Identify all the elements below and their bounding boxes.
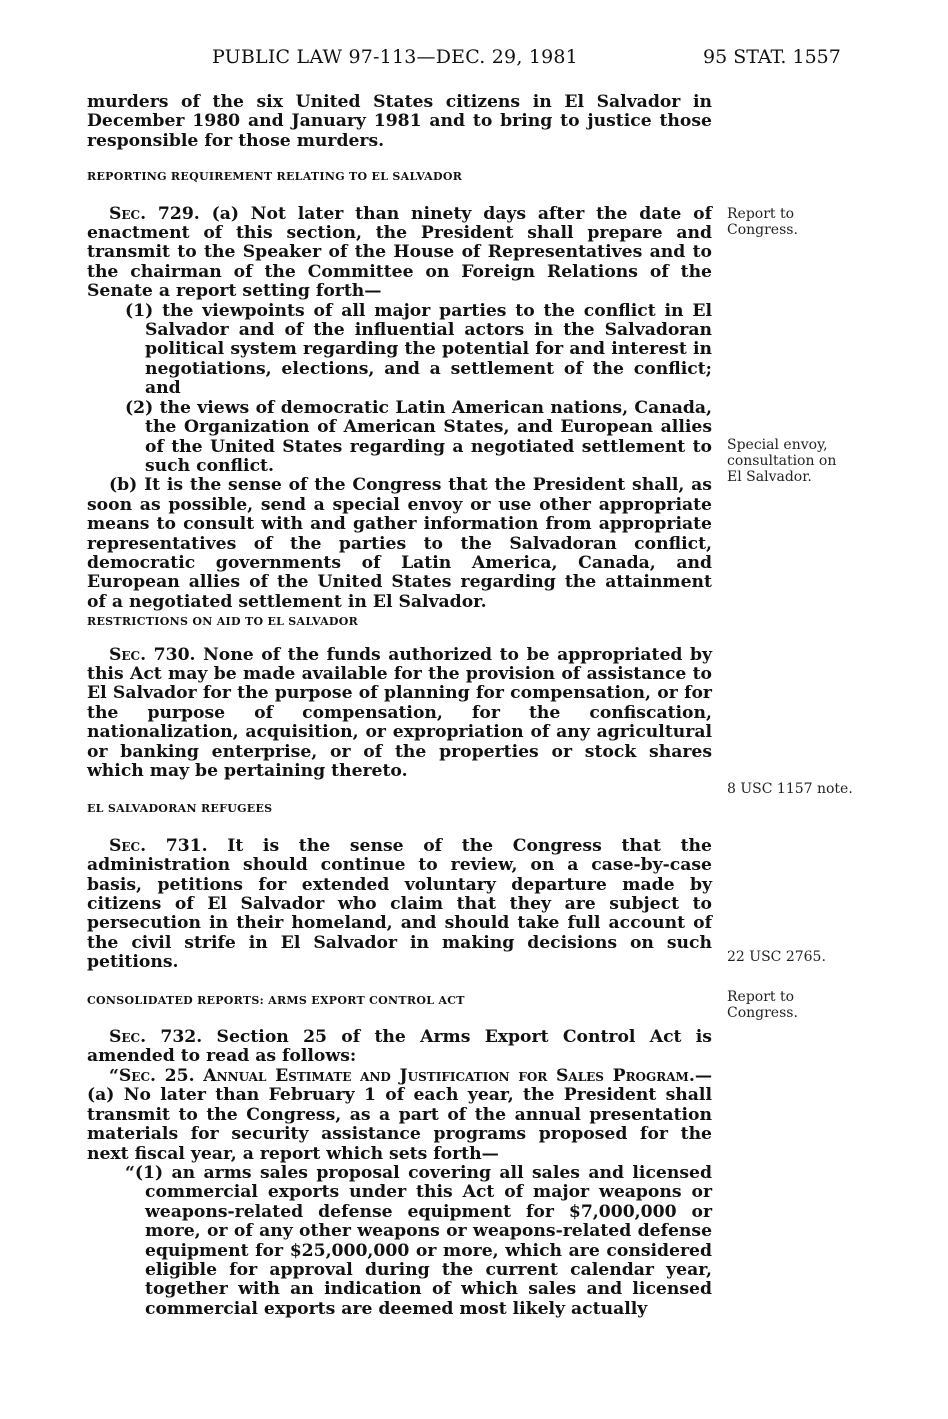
page-header-title: PUBLIC LAW 97-113—DEC. 29, 1981	[212, 46, 578, 68]
sec-25-number: 25.	[155, 1065, 204, 1086]
paragraph-sec-731	[87, 837, 712, 973]
heading-sec-730: RESTRICTIONS ON AID TO EL SALVADOR	[87, 615, 359, 629]
margin-note-usc-2765: 22 USC 2765.	[727, 949, 826, 965]
item-729-1: (1) the viewpoints of all major parties to the conflict in El Salvador and of the influential actors in the Salvadoran political system regarding the potential for and interest in negotiations, elections, and a settlement of the conflict; and	[125, 300, 712, 399]
margin-note-special-envoy: Special envoy, consultation on El Salvador.	[727, 437, 837, 485]
paragraph-sec-729	[87, 205, 712, 302]
paragraph-sec-730	[87, 646, 712, 782]
item-729-2: (2) the views of democratic Latin American nations, Canada, the Organization of American States, and European allies of the United States regarding a negotiated settlement to such conflict.	[125, 397, 712, 476]
sec-label: Sec.	[109, 1027, 147, 1048]
paragraph-murders: murders of the six United States citizens in El Salvador in December 1980 and January 1981 and to bring to justice those responsible for those murders.	[87, 92, 712, 151]
margin-note-report: Report to Congress.	[727, 206, 798, 238]
sec-25-label: Sec.	[118, 1065, 156, 1086]
sec-25-text: —(a) No later than February 1 of each year, the President shall transmit to the Congress, as a part of the annual presentation materials for security assistance programs proposed for the next fiscal year, a report which sets forth—	[87, 1065, 712, 1164]
margin-note-usc-1157: 8 USC 1157 note.	[727, 781, 853, 797]
margin-note-report-2: Report to Congress.	[727, 989, 798, 1021]
item-25-1: “(1) an arms sales proposal covering all sales and licensed commercial exports under this Act of major weapons or weapons-related defense equipment for $7,000,000 or more, or of any other weapons or weapons-related defense equipment for $25,000,000 or more, which are considered eligible for approval during the current calendar year, together with an indication of which sales and licensed commercial exports are deemed most likely actually	[125, 1162, 712, 1319]
sec-730-text: 730. None of the funds authorized to be appropriated by this Act may be made available for the provision of assistance to El Salvador for the purpose of planning for compensation, or for the purpose of compensation, for the confiscation, nationalization, acquisition, or expropriation of any agricultural or banking enterprise, or of the properties or stock shares which may be pertaining thereto.	[87, 644, 712, 781]
open-quote: “	[109, 1065, 119, 1086]
sec-label: Sec.	[109, 644, 147, 665]
paragraph-sec-25	[87, 1067, 712, 1164]
sec-731-text: 731. It is the sense of the Congress that the administration should continue to review, on a case-by-case basis, petitions for extended voluntary departure made by citizens of El Salvador who claim that they are subject to persecution in their homeland, and should take full account of the civil strife in El Salvador in making decisions on such petitions.	[87, 835, 712, 973]
document-body	[87, 93, 712, 1319]
sec-732-text: 732. Section 25 of the Arms Export Control Act is amended to read as follows:	[87, 1027, 712, 1067]
heading-sec-732: CONSOLIDATED REPORTS: ARMS EXPORT CONTROL ACT	[87, 993, 465, 1007]
page-header-stat: 95 STAT. 1557	[703, 46, 841, 68]
paragraph-sec-732	[87, 1028, 712, 1067]
sec-label: Sec.	[109, 203, 147, 224]
paragraph-729-b: (b) It is the sense of the Congress that the President shall, as soon as possible, send a special envoy or use other appropriate means to consult with and gather information from appropriate representatives of the parties to the Salvadoran conflict, democratic governments of Latin America, Canada, and European allies of the United States regarding the attainment of a negotiated settlement in El Salvador.	[87, 475, 712, 612]
heading-sec-731: EL SALVADORAN REFUGEES	[87, 802, 273, 816]
sec-25-title: Annual Estimate and Justification for Sales Program.	[203, 1065, 695, 1086]
sec-label: Sec.	[109, 835, 147, 856]
heading-sec-729: REPORTING REQUIREMENT RELATING TO EL SALVADOR	[87, 170, 463, 184]
sec-729-text: 729. (a) Not later than ninety days after the date of enactment of this section, the President shall prepare and transmit to the Speaker of the House of Representatives and to the chairman of the Committee on Foreign Relations of the Senate a report setting forth—	[87, 203, 712, 302]
